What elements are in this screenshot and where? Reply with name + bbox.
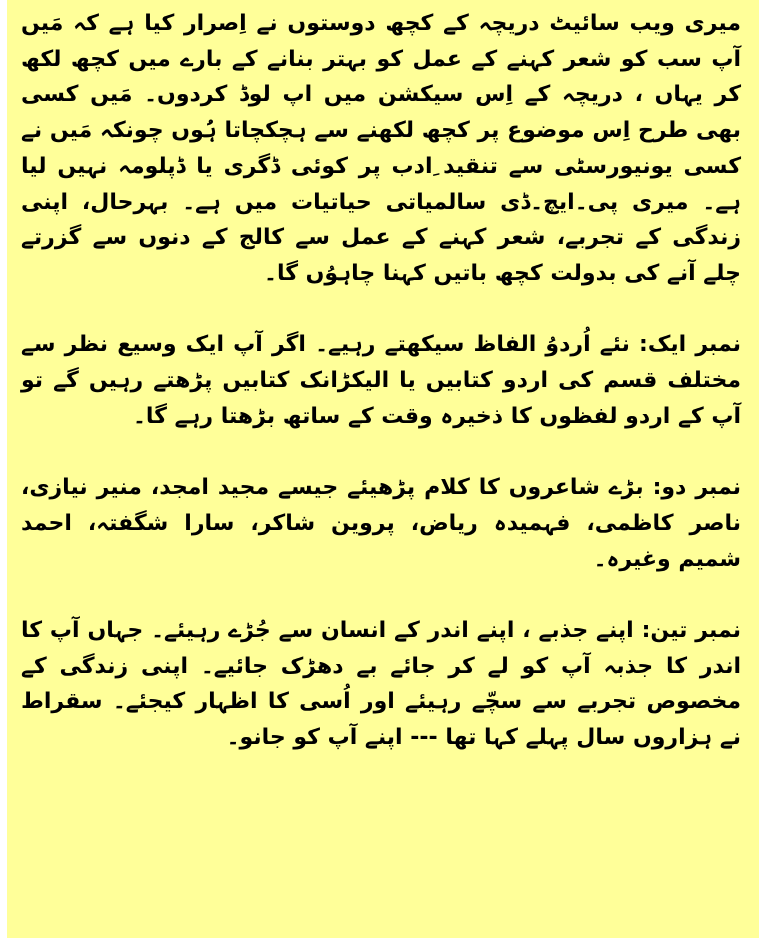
document-page — [7, 0, 759, 938]
intro-paragraph: میری ویب سائیٹ دریچہ کے کچھ دوستوں نے اِصرار کیا ہے کہ مَیں آپ سب کو شعر کہنے کے عمل کو بہتر بنانے کے بارے میں کچھ لکھ کر یہاں ، دریچہ کے اِس سیکشن میں اپ لوڈ کردوں۔ مَیں کسی بھی طرح اِس موضوع پر کچھ لکھنے سے ہچکچاتا ہُوں چونکہ مَیں نے کسی یونیورسٹی سے تنقید ِادب پر کوئی ڈگری یا ڈپلومہ نہیں لیا ہے۔ میری پی۔ایچ۔ڈی سالمیاتی حیاتیات میں ہے۔ بہرحال، اپنی زندگی کے تجربے، شعر کہنے کے عمل سے کالج کے دنوں سے گزرتے چلے آنے کی بدولت کچھ باتیں کہنا چاہوُں گا۔ — [21, 11, 741, 286]
point-two-paragraph: نمبر دو: بڑے شاعروں کا کلام پڑھیئے جیسے مجید امجد، منیر نیازی، ناصر کاظمی، فہمیدہ ریاض، پروین شاکر، سارا شگفتہ، احمد شمیم وغیرہ۔ — [21, 475, 741, 572]
point-three-paragraph: نمبر تین: اپنے جذبے ، اپنے اندر کے انسان سے جُڑے رہیئے۔ جہاں آپ کا اندر کا جذبہ آپ کو لے کر جائے بے دھڑک جائیے۔ اپنی زندگی کے مخصوص تجربے سے سچّے رہیئے اور اُسی کا اظہار کیجئے۔ سقراط نے ہزاروں سال پہلے کہا تھا --- اپنے آپ کو جانو۔ — [21, 617, 741, 751]
point-one-paragraph: نمبر ایک: نئے اُردوُ الفاظ سیکھتے رہیے۔ اگر آپ ایک وسیع نظر سے مختلف قسم کی اردو کتابیں یا الیکڑانک کتابیں پڑھتے رہیں گے تو آپ کے اردو لفظوں کا ذخیرہ وقت کے ساتھ بڑھتا رہے گا۔ — [21, 332, 741, 429]
